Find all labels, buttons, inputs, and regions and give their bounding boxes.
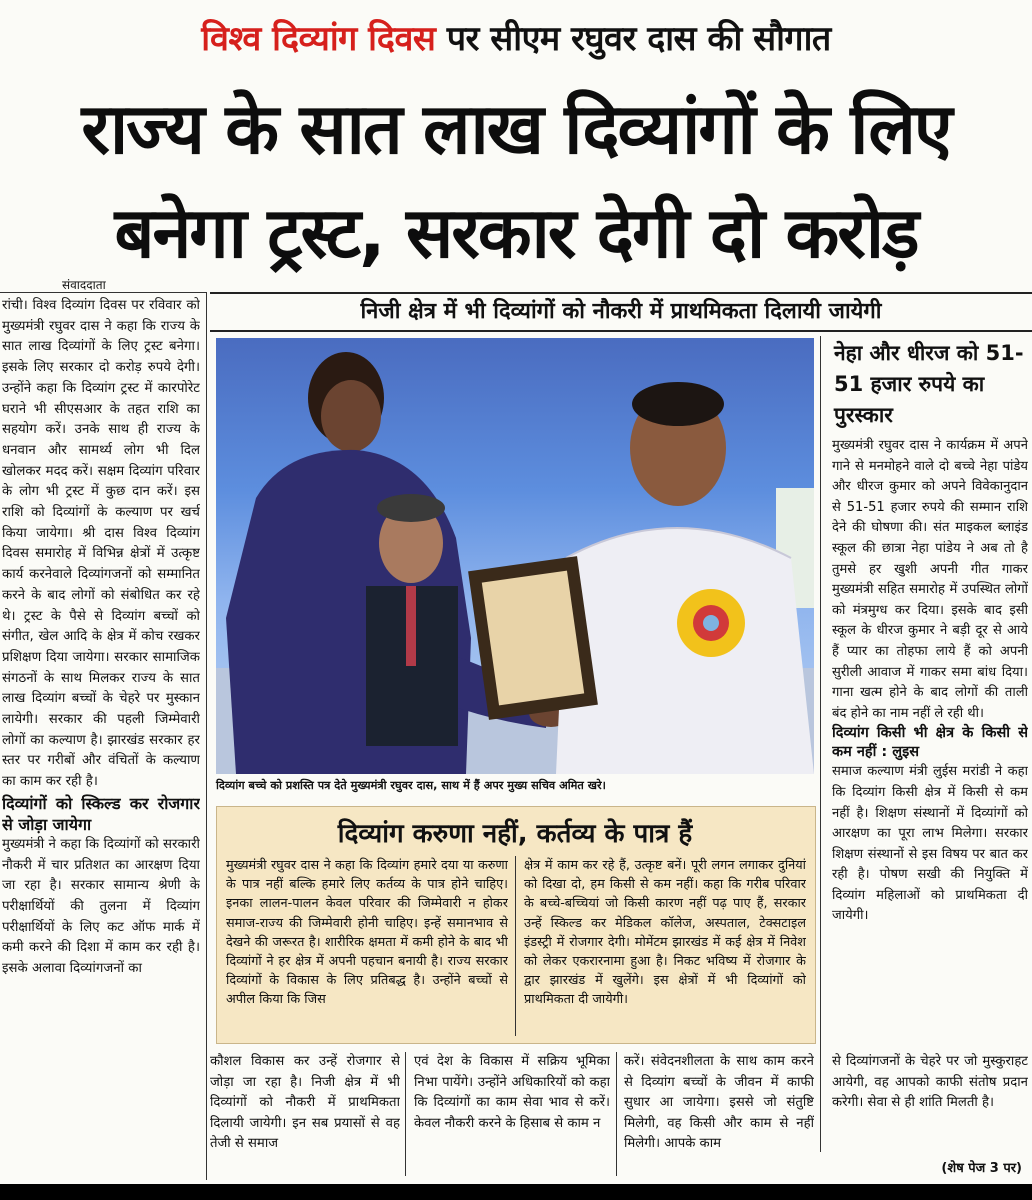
divider bbox=[616, 1052, 617, 1176]
bottom-col-1: कौशल विकास कर उन्हें रोजगार से जोड़ा जा रहा है। निजी क्षेत्र में भी दिव्यांगों को नौकरी में प्राथमिकता दिलायी जायेगी। इन सब प्रयासों से वह तेजी से समाज bbox=[210, 1054, 400, 1151]
headline-line-1: राज्य के सात लाख दिव्यांगों के लिए bbox=[81, 88, 951, 170]
left-col-subhead: दिव्यांगों को स्किल्ड कर रोजगार से जोड़ा जायेगा bbox=[2, 793, 200, 834]
sidebar-column bbox=[832, 436, 1028, 1156]
divider bbox=[515, 856, 516, 1036]
headline-line-2: बनेगा ट्रस्ट, सरकार देगी दो करोड़ bbox=[114, 192, 918, 274]
next-headline-fragment bbox=[0, 1184, 1032, 1200]
boxed-story-title: दिव्यांग करुणा नहीं, कर्तव्य के पात्र हैं bbox=[337, 819, 693, 849]
photo-illustration bbox=[216, 338, 814, 774]
news-photo bbox=[216, 338, 814, 774]
left-col-para-2: मुख्यमंत्री ने कहा कि दिव्यांगों को सरकारी नौकरी में चार प्रतिशत का आरक्षण दिया जा रहा है। सरकार सामान्य श्रेणी के परीक्षार्थियों की तुलना में दिव्यांग परीक्षार्थियों के लिए कट ऑफ मार्क में कमी करने की दिशा में काम कर रही है। इसके अलावा दिव्यांगजनों का bbox=[2, 836, 200, 977]
boxed-story-col-2: क्षेत्र में काम कर रहे हैं, उत्कृष्ट बनें। पूरी लगन लगाकर दुनियां को दिखा दो, हम किसी से कम नहीं। कहा कि गरीब परिवार के बच्चे-बच्चियां जो किसी कारण नहीं पढ़ पाए हैं, सरकार उन्हें स्किल्ड कर मेडिकल कॉलेज, अस्पताल, टेक्सटाइल इंडस्ट्री में रोजगार देगी। मोमेंटम झारखंड में कई क्षेत्र में निवेश को लेकर एकरारनामा हुआ है। निकट भविष्य में रोजगार के द्वार झारखंड में खुलेंगे। इस क्षेत्रों में भी दिव्यांगों को प्राथमिकता दी जायेगी। bbox=[524, 858, 806, 1008]
sidebar-subhead: दिव्यांग किसी भी क्षेत्र के किसी से कम नहीं : लुइस bbox=[832, 725, 1028, 761]
bottom-col-4: से दिव्यांगजनों के चेहरे पर जो मुस्कुराहट आयेगी, वह आपको काफी संतोष प्रदान करेगी। सेवा से ही शांति मिलती है। bbox=[832, 1054, 1028, 1110]
kicker-black: पर सीएम रघुवर दास की सौगात bbox=[446, 19, 831, 59]
left-col-para-1: रांची। विश्व दिव्यांग दिवस पर रविवार को मुख्यमंत्री रघुवर दास ने कहा कि राज्य के सात लाख दिव्यांगों के लिए ट्रस्ट बनेगा। इसके लिए सरकार दो करोड़ रुपये देगी। उन्होंने कहा कि दिव्यांग ट्रस्ट में कारपोरेट घराने भी सीएसआर के तहत राशि का सहयोग करें। उनके साथ ही राज्य के धनवान और सामर्थ्य लोग भी दिल खोलकर मदद करें। सक्षम दिव्यांग परिवार के लोग भी ट्रस्ट में कुछ दान करें। इस राशि को दिव्यांगों के कल्याण पर खर्च किया जायेगा। श्री दास विश्व दिव्यांग दिवस समारोह में विभिन्न क्षेत्रों में उत्कृष्ट कार्य करनेवाले दिव्यांगजनों को सम्मानित करने के बाद लोगों को संबोधित कर रहे थे। ट्रस्ट के पैसे से दिव्यांग बच्चों को संगीत, खेल आदि के क्षेत्र में कोच रखकर प्रशिक्षण दिया जायेगा। सरकार सामाजिक संगठनों के साथ मिलकर राज्य के सात लाख दिव्यांग बच्चों के चेहरे पर मुस्कान लायेगी। सरकार की पहली जिम्मेवारी लोगों का कल्याण है। झारखंड सरकार हर स्तर पर गरीबों और वंचितों के कल्याण का काम कर रही है। bbox=[2, 298, 200, 790]
bottom-col-3: करें। संवेदनशीलता के साथ काम करने से दिव्यांग बच्चों के जीवन में काफी सुधार आ जायेगा। इससे जो संतुष्टि मिलेगी, वह किसी और काम से नहीं मिलेगी। आपके काम bbox=[624, 1054, 814, 1151]
bottom-col-2: एवं देश के विकास में सक्रिय भूमिका निभा पायेंगे। उन्होंने अधिकारियों को कहा कि दिव्यांगों का काम सेवा भाव से करें। केवल नौकरी करने के हिसाब से काम न bbox=[414, 1054, 610, 1131]
divider bbox=[0, 292, 206, 293]
left-column bbox=[2, 296, 200, 1176]
continued-note: (शेष पेज 3 पर) bbox=[941, 1161, 1022, 1176]
sidebar-headline: नेहा और धीरज को 51-51 हजार रुपये का पुरस्कार bbox=[834, 341, 1024, 427]
kicker-headline bbox=[0, 14, 1032, 60]
photo-caption: दिव्यांग बच्चे को प्रशस्ति पत्र देते मुख्यमंत्री रघुवर दास, साथ में हैं अपर मुख्य सचिव अमित खरे। bbox=[216, 779, 606, 792]
sidebar-para-2: समाज कल्याण मंत्री लुईस मरांडी ने कहा कि दिव्यांग किसी क्षेत्र में किसी से कम नहीं है। शिक्षण संस्थानों में दिव्यांगों को आरक्षण का पूरा लाभ मिलेगा। सरकार शिक्षण संस्थानों से इस विषय पर बात कर रही है। पोषण सखी की नियुक्ति में दिव्यांग महिलाओं को प्राथमिकता दी जायेगी। bbox=[832, 764, 1028, 924]
divider bbox=[206, 292, 207, 1180]
subheadline: निजी क्षेत्र में भी दिव्यांगों को नौकरी में प्राथमिकता दिलायी जायेगी bbox=[210, 292, 1032, 332]
divider bbox=[405, 1052, 406, 1176]
byline: संवाददाता bbox=[62, 278, 106, 292]
sidebar-para-1: मुख्यमंत्री रघुवर दास ने कार्यक्रम में अपने गाने से मनमोहने वाले दो बच्चे नेहा पांडेय और धीरज कुमार को अपने विवेकानुदान से 51-51 हजार रुपये की सम्मान राशि देने की घोषणा की। संत माइकल ब्लाइंड स्कूल की छात्रा नेहा पांडेय ने अब तो है तुमसे हर खुशी अपनी गीत गाकर मुख्यमंत्री सहित समारोह में उपस्थित लोगों को मंत्रमुग्ध कर दिया। इसके बाद इसी स्कूल के धीरज कुमार ने बड़ी दूर से आये हैं प्यार का तोहफा लाये हैं को अपनी सुरीली आवाज में गाकर समा बांध दिया। गाना खत्म होने के बाद लोगों की ताली बंद होने का नाम नहीं ले रही थी। bbox=[832, 438, 1028, 721]
divider bbox=[820, 336, 821, 1152]
kicker-red: विश्व दिव्यांग दिवस bbox=[201, 19, 436, 59]
boxed-story-col-1: मुख्यमंत्री रघुवर दास ने कहा कि दिव्यांग हमारे दया या करुणा के पात्र नहीं बल्कि हमारे लिए कर्तव्य के पात्र होने चाहिए। इनका लालन-पालन केवल परिवार की जिम्मेवारी न होकर समाज-राज्य की जिम्मेवारी होनी चाहिए। इन्हें समानभाव से देखने की जरूरत है। शारीरिक क्षमता में कमी होने के बाद भी दिव्यांगों ने हर क्षेत्र में अपनी पहचान बनायी है। राज्य सरकार दिव्यांगों के विकास के लिए प्रतिबद्ध है। उन्होंने बच्चों से अपील किया कि जिस bbox=[226, 858, 508, 1008]
